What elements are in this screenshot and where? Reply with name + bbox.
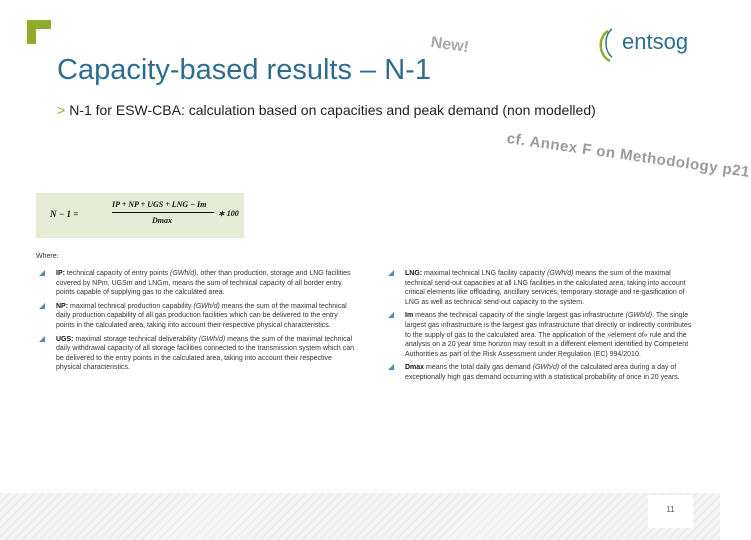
formula-numerator: IP + NP + UGS + LNG − Im <box>112 200 207 209</box>
definition-im: Im means the technical capacity of the single largest gas infrastructure (GWh/d). The single largest gas infrastructure is the largest gas infrastructure that directly or indirectly contributes to the supply of gas to the calculated area. The application of the »element of« rule and the analysis on a 20 year time horizon may result in a different element identified by Competent Authorities as part of the Risk Assessment under Regulation (EC) 994/2010. <box>385 311 699 359</box>
definition-ugs: UGS: maximal storage technical deliverability (GWh/d) means the sum of the maximal technical daily withdrawal capacity of all storage facilities connected to the transmission system which can be delivered to the entry points in the calculated area, taking into account their respective physical characteristics. <box>36 335 356 373</box>
methodology-annotation: cf. Annex F on Methodology p21 <box>505 130 751 181</box>
fraction-bar <box>112 212 214 213</box>
where-label: Where: <box>36 253 59 260</box>
bullet-icon <box>388 312 394 318</box>
page-number: 11 <box>666 505 675 514</box>
corner-bracket-decoration <box>27 20 51 44</box>
definition-dmax: Dmax means the total daily gas demand (GWh/d) of the calculated area during a day of exceptionally high gas demand occurring with a statistical probability of once in 20 years. <box>385 363 699 382</box>
bullet-icon <box>388 270 394 276</box>
footer-bar <box>0 493 720 540</box>
slide-title: Capacity-based results – N-1 <box>57 54 431 86</box>
definition-np: NP: maximal technical production capability (GWh/d) means the sum of the maximal technical daily production capability of all gas production facilities which can be delivered to the entry points in the calculated area, taking into account their respective physical characteristics. <box>36 302 356 331</box>
formula-denominator: Dmax <box>152 216 172 225</box>
definitions-right <box>385 269 699 387</box>
definition-ip: IP: technical capacity of entry points (GWh/d), other than production, storage and LNG facilities covered by NPm, UGSm and LNGm, means the sum of technical capacity of all border entry points capable of supplying gas to the calculated area. <box>36 269 356 298</box>
subtitle <box>57 102 596 118</box>
entsog-logo-text: entsog <box>622 29 689 54</box>
bullet-icon <box>39 303 45 309</box>
bullet-icon <box>388 364 394 370</box>
bullet-icon <box>39 270 45 276</box>
n1-formula <box>36 193 244 238</box>
subtitle-text: N-1 for ESW-CBA: calculation based on capacities and peak demand (non modelled) <box>69 102 596 118</box>
definitions-left <box>36 269 356 377</box>
formula-lhs: N − 1 = <box>50 209 79 219</box>
subtitle-marker: > <box>57 102 66 118</box>
bullet-icon <box>39 336 45 342</box>
formula-multiplier: ∗ 100 <box>218 209 239 218</box>
definition-lng: LNG: maximal technical LNG facility capacity (GWh/d) means the sum of the maximal technical send-out capacities at all LNG facilities in the calculated area, taking into account critical elements like offloading, ancillary services, temporary storage and re-gasification of LNG as well as technical send-out capacity to the system. <box>385 269 699 307</box>
new-badge: New! <box>429 34 470 57</box>
